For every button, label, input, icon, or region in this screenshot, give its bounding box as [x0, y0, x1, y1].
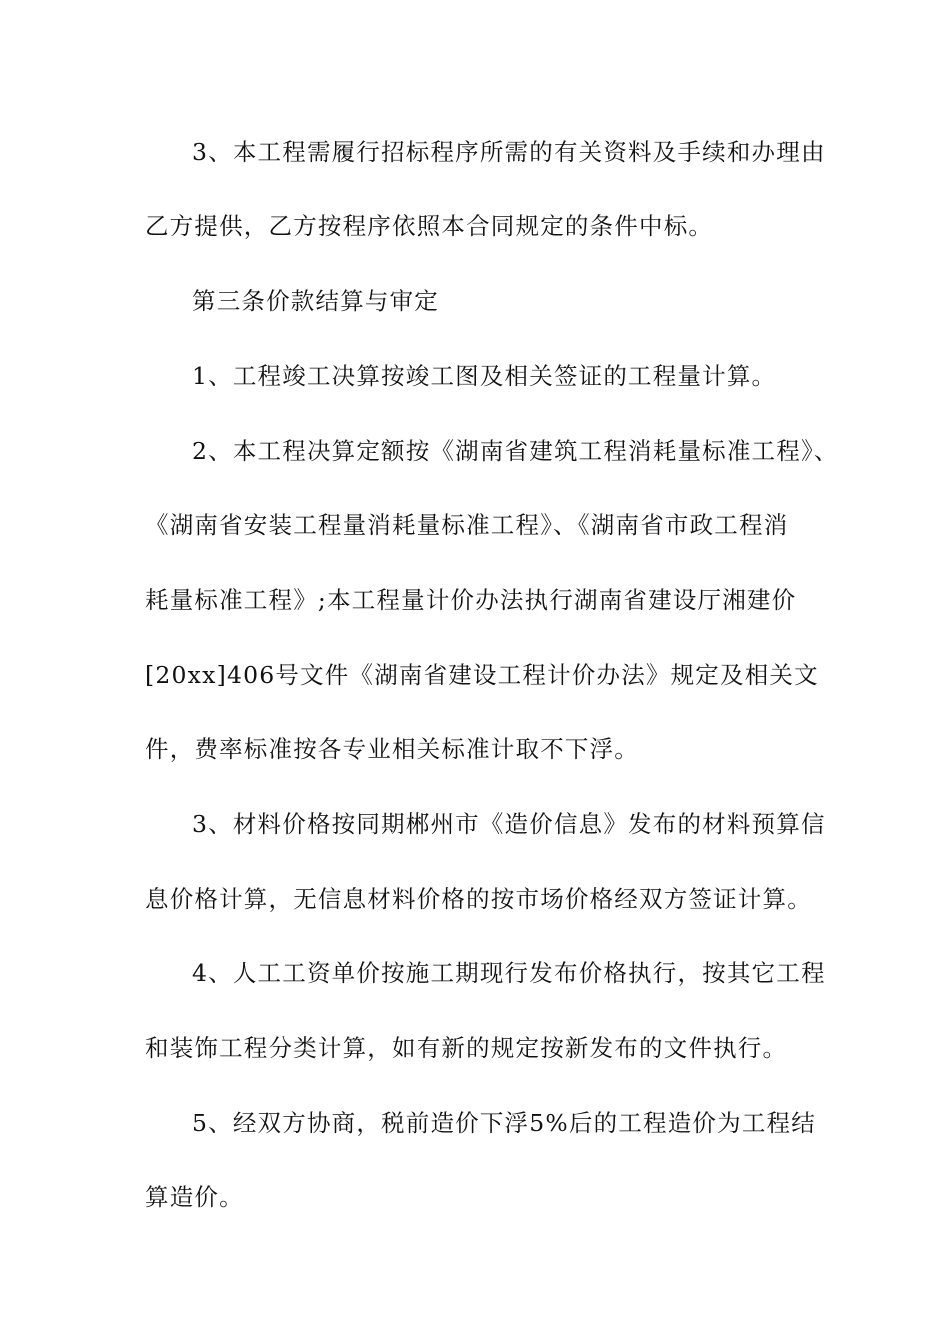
paragraph-line: 1、工程竣工决算按竣工图及相关签证的工程量计算。 [192, 362, 777, 390]
paragraph-line: 4、人工工资单价按施工期现行发布价格执行，按其它工程 [192, 959, 826, 987]
paragraph-line: 3、本工程需履行招标程序所需的有关资料及手续和办理由 [192, 138, 826, 166]
paragraph-line: 件，费率标准按各专业相关标准计取不下浮。 [145, 735, 639, 763]
paragraph-line: 息价格计算，无信息材料价格的按市场价格经双方签证计算。 [145, 885, 812, 913]
paragraph-line: 《湖南省安装工程量消耗量标准工程》、《湖南省市政工程消 [145, 511, 789, 539]
paragraph-line: 3、材料价格按同期郴州市《造价信息》发布的材料预算信 [192, 810, 826, 838]
paragraph-line: [20xx]406号文件《湖南省建设工程计价办法》规定及相关文 [145, 661, 819, 689]
paragraph-line: 2、本工程决算定额按《湖南省建筑工程消耗量标准工程》、 [192, 437, 839, 465]
section-heading: 第三条价款结算与审定 [192, 287, 439, 315]
paragraph-line: 耗量标准工程》;本工程量计价办法执行湖南省建设厅湘建价 [145, 586, 797, 614]
paragraph-line: 和装饰工程分类计算，如有新的规定按新发布的文件执行。 [145, 1034, 788, 1062]
paragraph-line: 乙方提供，乙方按程序依照本合同规定的条件中标。 [145, 212, 714, 240]
paragraph-line: 算造价。 [145, 1183, 244, 1211]
paragraph-line: 5、经双方协商，税前造价下浮5%后的工程造价为工程结 [192, 1109, 816, 1137]
